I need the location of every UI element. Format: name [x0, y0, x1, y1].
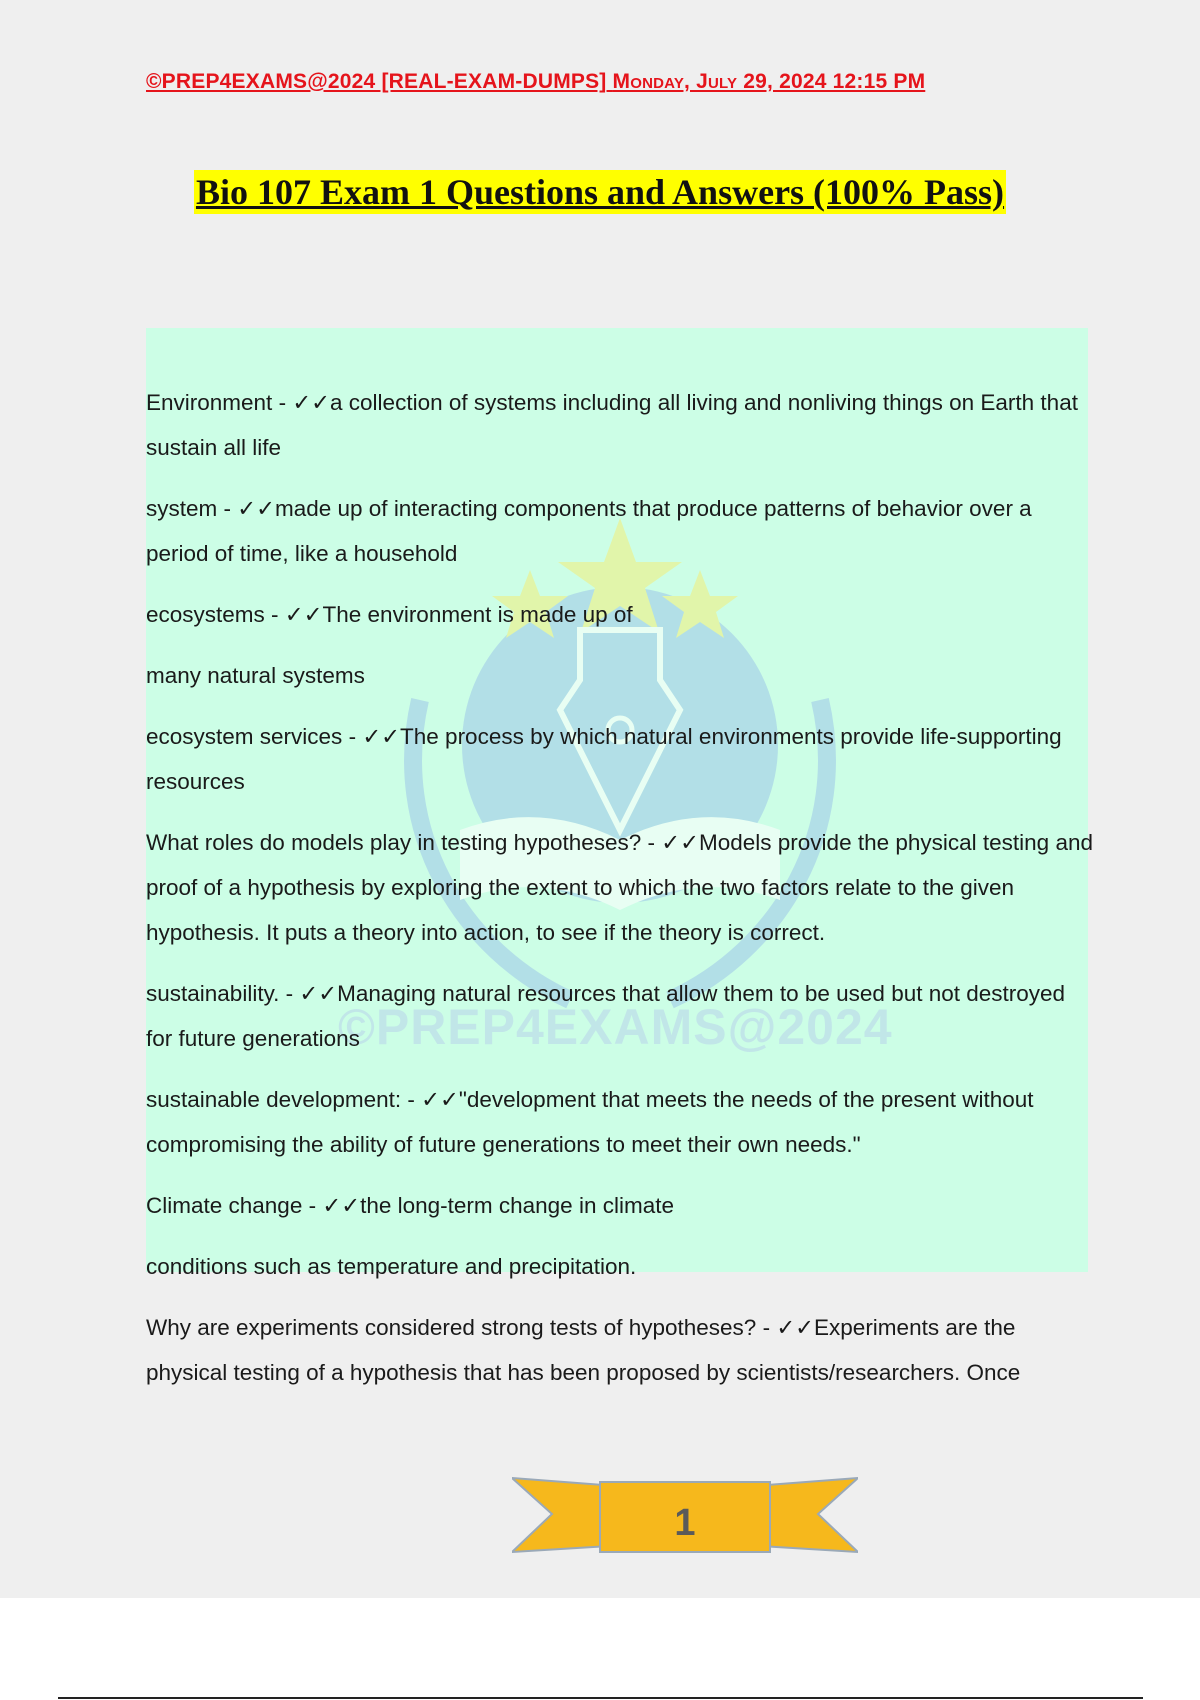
watermark-text: ©PREP4EXAMS@2024	[338, 999, 893, 1055]
qa-item	[146, 380, 1096, 470]
qa-separator: -	[401, 1087, 422, 1112]
check-marks-icon: ✓✓	[299, 981, 338, 1006]
check-marks-icon: ✓✓	[362, 724, 401, 749]
qa-answer: the long-term change in climate	[360, 1193, 674, 1218]
qa-separator: -	[272, 390, 293, 415]
qa-answer: Experiments are the physical testing of a hypothesis that has been proposed by scientists/researchers. Once	[146, 1315, 1021, 1385]
qa-term: system	[146, 496, 218, 521]
qa-answer: "development that meets the needs of the present without compromising the ability of future generations to meet their own needs."	[146, 1087, 1034, 1157]
qa-term: sustainability.	[146, 981, 280, 1006]
qa-term: sustainable development:	[146, 1087, 402, 1112]
qa-item	[146, 1305, 1096, 1395]
check-marks-icon: ✓✓	[284, 602, 323, 627]
header-copyright: ©PREP4EXAMS@2024 [REAL-EXAM-DUMPS]	[146, 70, 607, 93]
document-title: Bio 107 Exam 1 Questions and Answers (100% Pass)	[195, 172, 1005, 212]
qa-separator: -	[641, 830, 662, 855]
qa-answer: made up of interacting components that produce patterns of behavior over a period of time, like a household	[146, 496, 1032, 566]
qa-item	[146, 486, 1096, 576]
qa-item	[146, 1077, 1096, 1167]
qa-separator: -	[342, 724, 363, 749]
qa-separator: -	[756, 1315, 777, 1340]
qa-separator: -	[264, 602, 285, 627]
qa-item	[146, 820, 1096, 955]
qa-answer: The process by which natural environments provide life-supporting resources	[146, 724, 1062, 794]
qa-answer: a collection of systems including all living and nonliving things on Earth that sustain all life	[146, 390, 1078, 460]
qa-term: ecosystem services	[146, 724, 343, 749]
qa-separator: -	[217, 496, 238, 521]
qa-term: Climate change	[146, 1193, 303, 1218]
qa-separator: -	[279, 981, 300, 1006]
qa-answer: many natural systems	[146, 663, 365, 688]
header-date: Monday, July 29, 2024 12:15 PM	[612, 70, 926, 93]
qa-term: Why are experiments considered strong tests of hypotheses?	[146, 1315, 757, 1340]
qa-item	[146, 592, 1096, 637]
page-header	[146, 70, 1086, 94]
qa-term: ecosystems	[146, 602, 265, 627]
qa-answer: The environment is made up of	[322, 602, 633, 627]
qa-answer: Models provide the physical testing and proof of a hypothesis by exploring the extent to which the two factors relate to the given hypothesis. It puts a theory into action, to see if the theory is correct.	[146, 830, 1093, 945]
check-marks-icon: ✓✓	[776, 1315, 815, 1340]
check-marks-icon: ✓✓	[292, 390, 331, 415]
qa-item	[146, 1244, 1096, 1289]
check-marks-icon: ✓✓	[661, 830, 699, 855]
qa-term: Environment	[146, 390, 273, 415]
qa-answer: conditions such as temperature and precipitation.	[146, 1254, 637, 1279]
qa-list	[146, 380, 1096, 1411]
check-marks-icon: ✓✓	[421, 1087, 459, 1112]
qa-term: What roles do models play in testing hypotheses?	[146, 830, 642, 855]
footer-rule	[58, 1697, 1143, 1699]
qa-separator: -	[302, 1193, 323, 1218]
qa-item	[146, 971, 1096, 1061]
qa-item	[146, 653, 1096, 698]
check-marks-icon: ✓✓	[237, 496, 275, 521]
check-marks-icon: ✓✓	[322, 1193, 361, 1218]
qa-item	[146, 714, 1096, 804]
qa-item	[146, 1183, 1096, 1228]
qa-answer: Managing natural resources that allow them to be used but not destroyed for future generations	[146, 981, 1066, 1051]
page-number: 1	[674, 1502, 696, 1544]
title-container	[0, 170, 1200, 214]
